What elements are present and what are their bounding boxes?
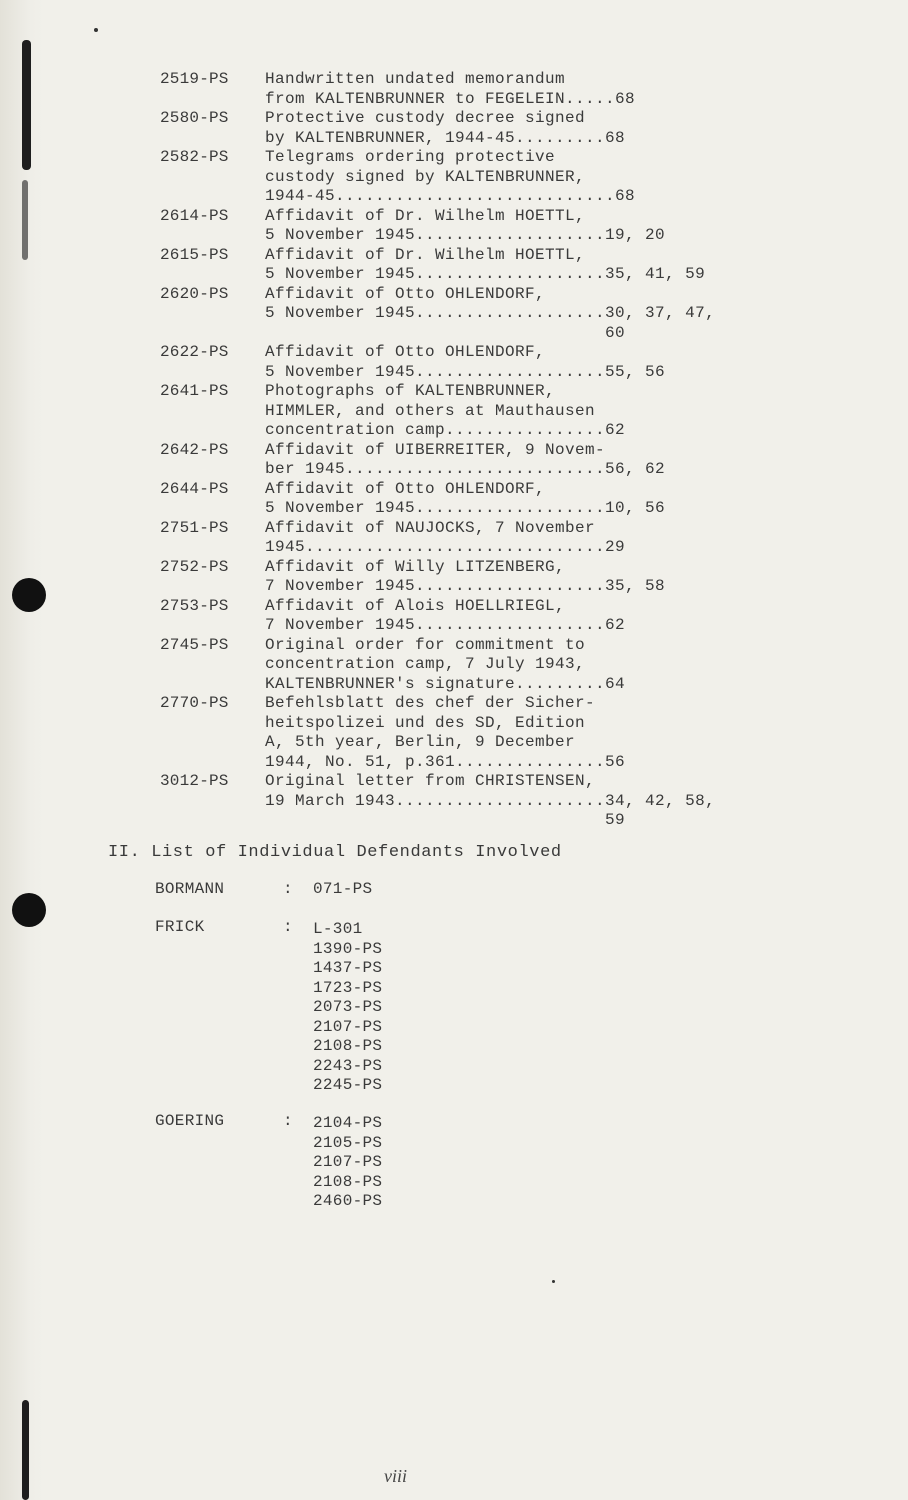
exhibit-code: 2641-PS bbox=[160, 382, 229, 400]
exhibit-code: 3012-PS bbox=[160, 772, 229, 790]
exhibit-description-line: HIMMLER, and others at Mauthausen bbox=[265, 401, 596, 420]
exhibit-description-line: 5 November 1945...................35, 41, 59 bbox=[265, 265, 706, 283]
exhibit-code: 2580-PS bbox=[160, 109, 229, 127]
exhibit-description bbox=[265, 246, 908, 285]
exhibit-entry bbox=[0, 558, 908, 597]
exhibit-list bbox=[0, 70, 908, 831]
exhibit-description-line: Affidavit of Alois HOELLRIEGL, bbox=[265, 596, 566, 615]
document-code: 2245-PS bbox=[313, 1076, 383, 1094]
exhibit-description-line: Befehlsblatt des chef der Sicher- bbox=[265, 694, 596, 712]
exhibit-description-line: Telegrams ordering protective bbox=[265, 148, 556, 166]
exhibit-entry bbox=[0, 382, 908, 441]
paper-speck bbox=[552, 1280, 555, 1283]
exhibit-description-line: concentration camp................62 bbox=[265, 421, 626, 439]
section-heading: II. List of Individual Defendants Involved bbox=[108, 843, 562, 862]
exhibit-description-line: Affidavit of UIBERREITER, 9 Novem- bbox=[265, 440, 606, 459]
exhibit-entry bbox=[0, 148, 908, 207]
exhibit-entry bbox=[0, 246, 908, 285]
exhibit-code: 2620-PS bbox=[160, 284, 229, 303]
exhibit-entry bbox=[0, 207, 908, 246]
exhibit-entry bbox=[0, 480, 908, 519]
exhibit-code: 2642-PS bbox=[160, 440, 229, 459]
exhibit-description-line: 7 November 1945...................62 bbox=[265, 616, 626, 634]
defendant-documents bbox=[313, 880, 372, 900]
exhibit-description-line: A, 5th year, Berlin, 9 December bbox=[265, 733, 576, 751]
exhibit-description bbox=[265, 597, 908, 636]
exhibit-description-line: 60 bbox=[265, 323, 626, 342]
exhibit-description-line: Affidavit of Otto OHLENDORF, bbox=[265, 479, 546, 498]
exhibit-description-line: 1944-45............................68 bbox=[265, 187, 636, 205]
exhibit-description bbox=[265, 480, 908, 519]
exhibit-entry bbox=[0, 109, 908, 148]
defendant-name: GOERING bbox=[155, 1112, 225, 1130]
exhibit-entry bbox=[0, 772, 908, 831]
defendant-colon: : bbox=[283, 918, 293, 936]
exhibit-description bbox=[265, 382, 908, 441]
exhibit-description-line: KALTENBRUNNER's signature.........64 bbox=[265, 674, 626, 693]
exhibit-code: 2622-PS bbox=[160, 343, 229, 361]
exhibit-description bbox=[265, 694, 908, 772]
document-code: 071-PS bbox=[313, 880, 373, 898]
punch-hole bbox=[12, 893, 46, 927]
exhibit-entry bbox=[0, 597, 908, 636]
document-code: 2104-PS bbox=[313, 1114, 383, 1132]
exhibit-description bbox=[265, 207, 908, 246]
exhibit-description bbox=[265, 558, 908, 597]
exhibit-code: 2582-PS bbox=[160, 148, 229, 166]
paper-speck bbox=[94, 28, 98, 32]
exhibit-description-line: 1944, No. 51, p.361...............56 bbox=[265, 752, 626, 771]
exhibit-description-line: 5 November 1945...................10, 56 bbox=[265, 499, 666, 517]
exhibit-description bbox=[265, 70, 908, 109]
exhibit-description bbox=[265, 109, 908, 148]
document-code: 1437-PS bbox=[313, 959, 383, 977]
exhibit-description-line: Original order for commitment to bbox=[265, 635, 586, 654]
exhibit-code: 2745-PS bbox=[160, 635, 229, 654]
exhibit-description bbox=[265, 343, 908, 382]
exhibit-code: 2644-PS bbox=[160, 479, 229, 498]
exhibit-description bbox=[265, 148, 908, 207]
exhibit-code: 2753-PS bbox=[160, 596, 229, 615]
exhibit-description-line: concentration camp, 7 July 1943, bbox=[265, 655, 586, 673]
defendant-colon: : bbox=[283, 1112, 293, 1130]
exhibit-description-line: from KALTENBRUNNER to FEGELEIN.....68 bbox=[265, 89, 636, 108]
exhibit-code: 2770-PS bbox=[160, 694, 229, 712]
exhibit-description-line: Affidavit of Dr. Wilhelm HOETTL, bbox=[265, 206, 586, 225]
exhibit-description-line: 7 November 1945...................35, 58 bbox=[265, 577, 666, 595]
exhibit-description-line: heitspolizei und des SD, Edition bbox=[265, 713, 586, 732]
exhibit-description-line: Affidavit of Willy LITZENBERG, bbox=[265, 557, 566, 576]
exhibit-description bbox=[265, 772, 908, 831]
document-code: 2107-PS bbox=[313, 1153, 383, 1171]
exhibit-entry bbox=[0, 285, 908, 344]
exhibit-description-line: 1945..............................29 bbox=[265, 538, 626, 556]
exhibit-description-line: Original letter from CHRISTENSEN, bbox=[265, 772, 596, 790]
exhibit-description bbox=[265, 636, 908, 695]
exhibit-description-line: Photographs of KALTENBRUNNER, bbox=[265, 382, 556, 400]
exhibit-code: 2519-PS bbox=[160, 70, 229, 88]
defendant-name: FRICK bbox=[155, 918, 205, 936]
exhibit-description-line: 5 November 1945...................30, 37, 47, bbox=[265, 304, 716, 322]
exhibit-description bbox=[265, 441, 908, 480]
exhibit-description-line: ber 1945..........................56, 62 bbox=[265, 460, 666, 478]
exhibit-code: 2615-PS bbox=[160, 245, 229, 264]
exhibit-code: 2614-PS bbox=[160, 206, 229, 225]
exhibit-entry bbox=[0, 519, 908, 558]
document-code: 2108-PS bbox=[313, 1037, 383, 1055]
document-code: 2105-PS bbox=[313, 1133, 383, 1152]
exhibit-description-line: by KALTENBRUNNER, 1944-45.........68 bbox=[265, 128, 626, 147]
exhibit-description-line: 5 November 1945...................55, 56 bbox=[265, 362, 666, 381]
document-code: 2243-PS bbox=[313, 1056, 383, 1075]
document-code: 1723-PS bbox=[313, 978, 383, 997]
document-code: 2073-PS bbox=[313, 998, 383, 1016]
exhibit-description-line: Affidavit of NAUJOCKS, 7 November bbox=[265, 518, 596, 537]
defendant-name: BORMANN bbox=[155, 880, 225, 898]
document-code: 2108-PS bbox=[313, 1172, 383, 1191]
document-code: 2107-PS bbox=[313, 1017, 383, 1036]
page-number: viii bbox=[384, 1466, 407, 1486]
exhibit-description-line: Affidavit of Otto OHLENDORF, bbox=[265, 284, 546, 303]
exhibit-entry bbox=[0, 694, 908, 772]
exhibit-entry bbox=[0, 70, 908, 109]
exhibit-description-line: 19 March 1943.....................34, 42, 58, bbox=[265, 791, 716, 810]
exhibit-code: 2752-PS bbox=[160, 557, 229, 576]
exhibit-description-line: Handwritten undated memorandum bbox=[265, 70, 566, 88]
exhibit-description-line: 59 bbox=[265, 811, 626, 829]
document-code: 1390-PS bbox=[313, 939, 383, 958]
exhibit-description-line: Affidavit of Otto OHLENDORF, bbox=[265, 343, 546, 361]
exhibit-description-line: custody signed by KALTENBRUNNER, bbox=[265, 167, 586, 186]
exhibit-code: 2751-PS bbox=[160, 518, 229, 537]
exhibit-description bbox=[265, 285, 908, 344]
document-code: L-301 bbox=[313, 920, 363, 938]
defendant-documents bbox=[313, 1114, 382, 1212]
defendant-documents bbox=[313, 920, 382, 1096]
exhibit-entry bbox=[0, 343, 908, 382]
exhibit-description-line: Protective custody decree signed bbox=[265, 109, 586, 127]
exhibit-description-line: Affidavit of Dr. Wilhelm HOETTL, bbox=[265, 245, 586, 264]
binding-mark bbox=[22, 1400, 29, 1500]
defendant-colon: : bbox=[283, 880, 293, 898]
exhibit-entry bbox=[0, 636, 908, 695]
exhibit-description-line: 5 November 1945...................19, 20 bbox=[265, 226, 666, 244]
document-code: 2460-PS bbox=[313, 1192, 383, 1210]
exhibit-description bbox=[265, 519, 908, 558]
exhibit-entry bbox=[0, 441, 908, 480]
